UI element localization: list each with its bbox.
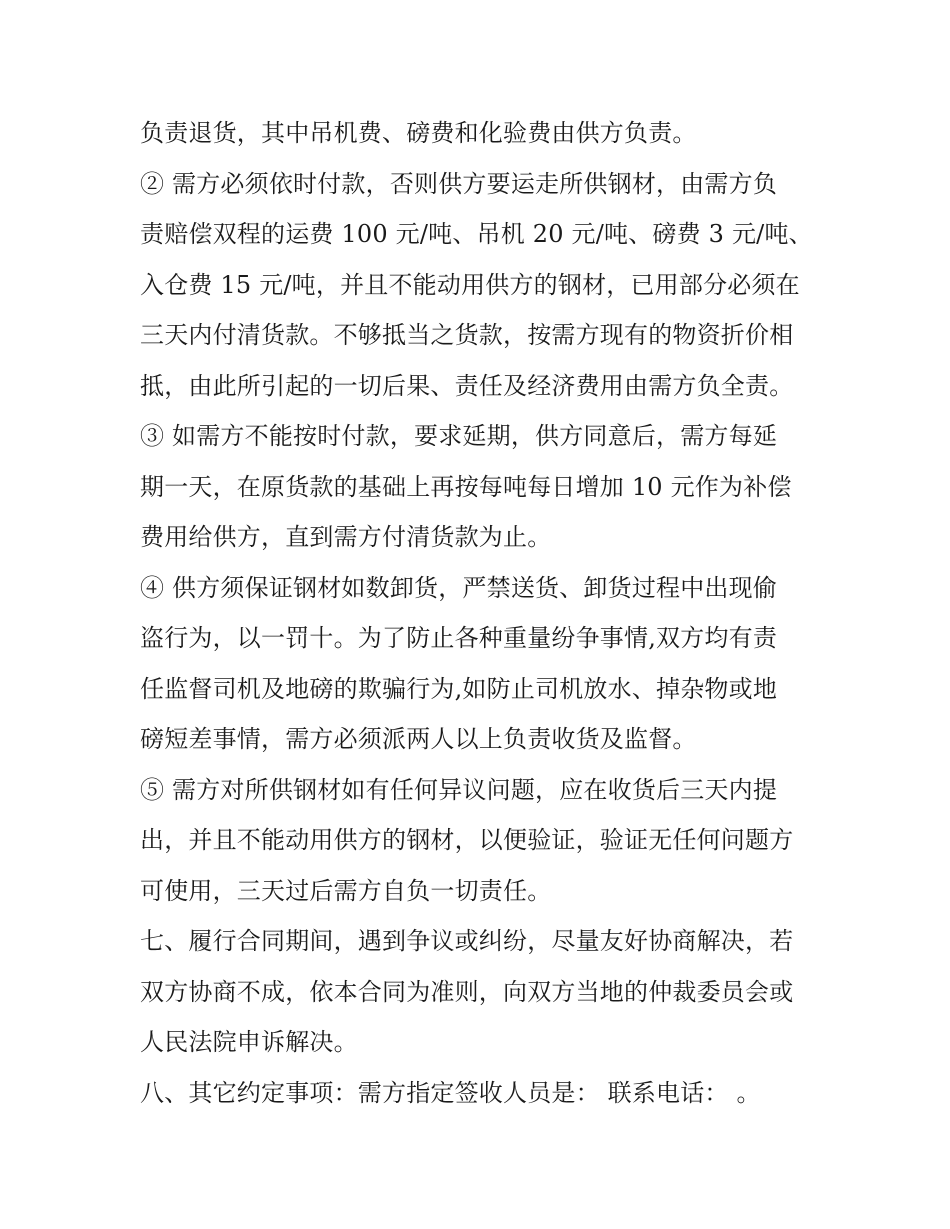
text-line: 人民法院申诉解决。 — [140, 1028, 358, 1056]
text-line: 期一天，在原货款的基础上再按每吨每日增加 10 元作为补偿 — [140, 472, 792, 501]
text-line: 八、其它约定事项：需方指定签收人员是： 联系电话： 。 — [140, 1078, 761, 1107]
text-line: 盗行为，以一罚十。为了防止各种重量纷争事情,双方均有责 — [140, 624, 778, 652]
text-line: 负责退货，其中吊机费、磅费和化验费由供方负责。 — [140, 119, 697, 147]
text-line: ⑤ 需方对所供钢材如有任何异议问题，应在收货后三天内提 — [140, 775, 778, 804]
text-line: 出，并且不能动用供方的钢材，以便验证，验证无任何问题方 — [140, 826, 794, 854]
text-line: ② 需方必须依时付款，否则供方要运走所供钢材，由需方负 — [140, 169, 778, 198]
text-line: 入仓费 15 元/吨，并且不能动用供方的钢材，已用部分必须在 — [140, 270, 800, 299]
text-line: 抵，由此所引起的一切后果、责任及经济费用由需方负全责。 — [140, 371, 794, 400]
text-line: ③ 如需方不能按时付款，要求延期，供方同意后，需方每延 — [140, 422, 778, 450]
text-line: 磅短差事情，需方必须派两人以上负责收货及监督。 — [140, 725, 697, 753]
text-line: 三天内付清货款。不够抵当之货款，按需方现有的物资折价相 — [140, 321, 794, 349]
text-line: 可使用，三天过后需方自负一切责任。 — [140, 876, 552, 905]
text-line: 责赔偿双程的运费 100 元/吨、吊机 20 元/吨、磅费 3 元/吨、 — [140, 220, 813, 248]
text-line: 双方协商不成，依本合同为准则，向双方当地的仲裁委员会或 — [140, 977, 794, 1006]
text-line: 费用给供方，直到需方付清货款为止。 — [140, 523, 552, 551]
text-line: 任监督司机及地磅的欺骗行为,如防止司机放水、掉杂物或地 — [140, 674, 778, 703]
text-line: ④ 供方须保证钢材如数卸货，严禁送货、卸货过程中出现偷 — [140, 573, 778, 602]
contract-text — [140, 108, 830, 1118]
text-line: 七、履行合同期间，遇到争议或纠纷，尽量友好协商解决，若 — [140, 927, 794, 955]
